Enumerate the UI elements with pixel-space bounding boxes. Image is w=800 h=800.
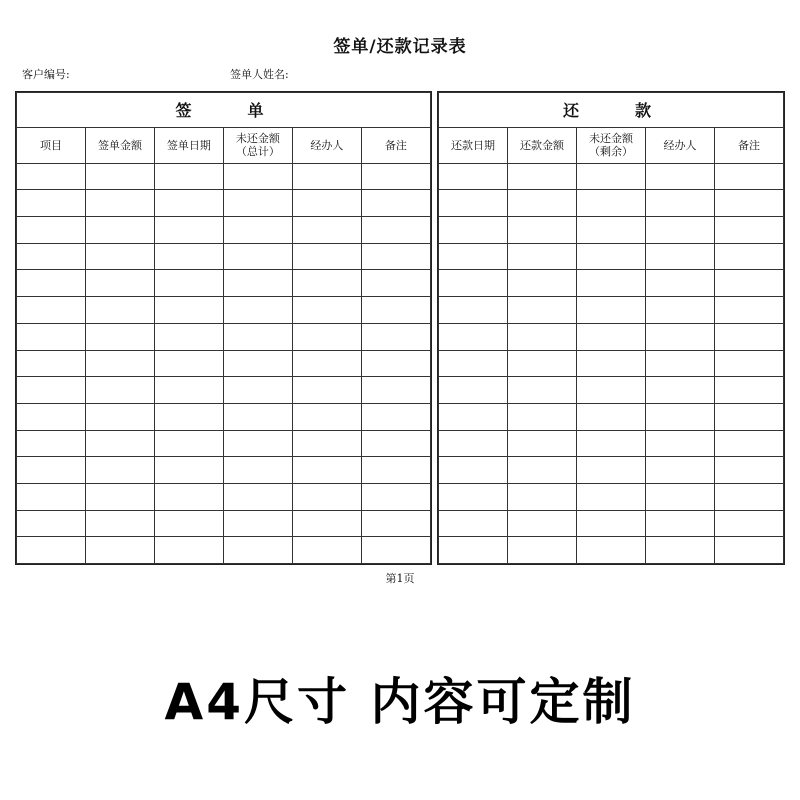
sign-col-date: 签单日期 — [154, 127, 223, 163]
page-number: 第1页 — [385, 572, 415, 585]
repay-cell — [508, 377, 577, 404]
repay-cell — [508, 217, 577, 244]
repay-cell — [439, 270, 508, 297]
sign-cell — [85, 510, 154, 537]
sign-col-amount: 签单金额 — [85, 127, 154, 163]
repay-cell — [508, 190, 577, 217]
repay-cell — [715, 217, 784, 244]
sign-cell — [17, 457, 86, 484]
sign-cell — [223, 217, 292, 244]
sign-cell — [361, 537, 430, 564]
repay-table-row — [439, 270, 784, 297]
sign-table — [16, 92, 431, 564]
sign-cell — [17, 510, 86, 537]
sign-cell — [292, 510, 361, 537]
repay-cell — [439, 243, 508, 270]
sign-cell — [154, 243, 223, 270]
repay-cell — [646, 163, 715, 190]
repay-cell — [646, 350, 715, 377]
sign-table-row — [17, 270, 431, 297]
repay-cell — [646, 403, 715, 430]
sign-table-row — [17, 457, 431, 484]
document-title: 签单/还款记录表 — [333, 37, 467, 57]
sign-cell — [154, 297, 223, 324]
repay-cell — [439, 163, 508, 190]
sign-table-row — [17, 483, 431, 510]
repay-cell — [715, 510, 784, 537]
sign-cell — [154, 483, 223, 510]
sign-cell — [85, 323, 154, 350]
repay-cell — [508, 537, 577, 564]
sign-cell — [292, 323, 361, 350]
sign-cell — [292, 457, 361, 484]
sign-cell — [292, 483, 361, 510]
sign-cell — [223, 430, 292, 457]
repay-cell — [715, 323, 784, 350]
repay-table-container — [437, 91, 785, 565]
repay-cell — [439, 483, 508, 510]
repay-cell — [508, 483, 577, 510]
repay-cell — [439, 457, 508, 484]
sign-cell — [292, 537, 361, 564]
repay-cell — [715, 483, 784, 510]
sign-cell — [17, 377, 86, 404]
repay-cell — [646, 217, 715, 244]
sign-cell — [361, 217, 430, 244]
sign-table-row — [17, 297, 431, 324]
repay-cell — [508, 323, 577, 350]
sign-cell — [17, 270, 86, 297]
sign-cell — [154, 537, 223, 564]
repay-cell — [646, 537, 715, 564]
repay-cell — [577, 510, 646, 537]
sign-cell — [223, 457, 292, 484]
repay-cell — [439, 430, 508, 457]
sign-cell — [361, 323, 430, 350]
sign-cell — [223, 323, 292, 350]
repay-cell — [439, 297, 508, 324]
sign-cell — [17, 163, 86, 190]
repay-cell — [508, 243, 577, 270]
repay-table-row — [439, 430, 784, 457]
repay-cell — [439, 510, 508, 537]
sign-cell — [85, 403, 154, 430]
sign-cell — [361, 243, 430, 270]
repay-cell — [577, 297, 646, 324]
sign-table-container — [15, 91, 432, 565]
sign-cell — [292, 350, 361, 377]
sign-cell — [292, 430, 361, 457]
repay-cell — [646, 430, 715, 457]
sign-cell — [17, 483, 86, 510]
repay-cell — [577, 377, 646, 404]
sign-cell — [85, 350, 154, 377]
sign-cell — [17, 430, 86, 457]
sign-cell — [361, 297, 430, 324]
sign-cell — [17, 323, 86, 350]
sign-cell — [223, 483, 292, 510]
repay-cell — [508, 350, 577, 377]
sign-cell — [17, 243, 86, 270]
sign-cell — [154, 403, 223, 430]
repay-table-row — [439, 323, 784, 350]
repay-cell — [577, 483, 646, 510]
sign-section-title: 签 单 — [17, 93, 431, 128]
repay-cell — [508, 457, 577, 484]
sign-cell — [154, 510, 223, 537]
sign-cell — [361, 430, 430, 457]
sign-cell — [361, 270, 430, 297]
repay-col-amount: 还款金额 — [508, 127, 577, 163]
sign-col-item: 项目 — [17, 127, 86, 163]
sign-table-row — [17, 163, 431, 190]
sign-cell — [85, 270, 154, 297]
sign-cell — [154, 430, 223, 457]
sign-cell — [17, 217, 86, 244]
repay-cell — [577, 190, 646, 217]
sign-table-row — [17, 350, 431, 377]
sign-cell — [85, 163, 154, 190]
repay-cell — [646, 297, 715, 324]
sign-cell — [154, 190, 223, 217]
sign-cell — [17, 537, 86, 564]
sign-cell — [17, 403, 86, 430]
sign-cell — [154, 457, 223, 484]
repay-table-row — [439, 243, 784, 270]
repay-table-row — [439, 297, 784, 324]
repay-cell — [646, 190, 715, 217]
sign-cell — [85, 217, 154, 244]
sign-cell — [154, 323, 223, 350]
sign-cell — [17, 297, 86, 324]
repay-table-row — [439, 483, 784, 510]
repay-table-row — [439, 190, 784, 217]
sign-cell — [361, 163, 430, 190]
repay-col-date: 还款日期 — [439, 127, 508, 163]
sign-cell — [292, 297, 361, 324]
customer-number-label: 客户编号: — [22, 68, 70, 81]
repay-col-handler: 经办人 — [646, 127, 715, 163]
repay-table-row — [439, 403, 784, 430]
sign-cell — [292, 270, 361, 297]
repay-cell — [715, 430, 784, 457]
sign-cell — [292, 243, 361, 270]
repay-cell — [439, 323, 508, 350]
sign-cell — [223, 377, 292, 404]
repay-table-row — [439, 163, 784, 190]
sign-cell — [223, 510, 292, 537]
sign-cell — [154, 377, 223, 404]
sign-cell — [223, 190, 292, 217]
repay-cell — [715, 297, 784, 324]
sign-cell — [292, 217, 361, 244]
sign-cell — [361, 403, 430, 430]
repay-section-title: 还 款 — [439, 93, 784, 128]
sign-cell — [361, 457, 430, 484]
sign-cell — [361, 350, 430, 377]
sign-table-row — [17, 377, 431, 404]
sign-cell — [292, 403, 361, 430]
sign-col-unpaid-total: 未还金额 （总计） — [223, 127, 292, 163]
sign-col-handler: 经办人 — [292, 127, 361, 163]
sign-cell — [361, 483, 430, 510]
sign-cell — [85, 430, 154, 457]
repay-cell — [508, 270, 577, 297]
repay-cell — [646, 377, 715, 404]
repay-cell — [715, 377, 784, 404]
repay-cell — [577, 270, 646, 297]
sign-cell — [292, 190, 361, 217]
sign-cell — [223, 243, 292, 270]
sign-cell — [361, 190, 430, 217]
repay-cell — [577, 350, 646, 377]
sign-cell — [85, 457, 154, 484]
sign-cell — [223, 270, 292, 297]
sign-cell — [85, 190, 154, 217]
repay-cell — [439, 377, 508, 404]
sign-cell — [154, 270, 223, 297]
repay-table-row — [439, 537, 784, 564]
sign-cell — [361, 377, 430, 404]
repay-cell — [508, 163, 577, 190]
sign-cell — [154, 217, 223, 244]
repay-table-row — [439, 457, 784, 484]
repay-col-remarks: 备注 — [715, 127, 784, 163]
sign-cell — [223, 350, 292, 377]
repay-cell — [577, 243, 646, 270]
sign-table-row — [17, 217, 431, 244]
promo-banner: A4尺寸 内容可定制 — [164, 673, 636, 731]
repay-table-row — [439, 510, 784, 537]
sign-cell — [223, 163, 292, 190]
sign-cell — [85, 483, 154, 510]
repay-cell — [646, 483, 715, 510]
sign-cell — [223, 537, 292, 564]
repay-table — [438, 92, 784, 564]
sign-table-row — [17, 430, 431, 457]
sign-cell — [85, 243, 154, 270]
repay-table-row — [439, 377, 784, 404]
repay-cell — [715, 537, 784, 564]
repay-cell — [715, 457, 784, 484]
sign-table-row — [17, 243, 431, 270]
signer-name-label: 签单人姓名: — [230, 68, 289, 81]
repay-cell — [715, 190, 784, 217]
sign-cell — [85, 537, 154, 564]
sign-cell — [223, 403, 292, 430]
repay-cell — [508, 510, 577, 537]
repay-cell — [577, 217, 646, 244]
repay-cell — [439, 217, 508, 244]
sign-table-row — [17, 403, 431, 430]
repay-cell — [715, 350, 784, 377]
sign-cell — [361, 510, 430, 537]
repay-cell — [577, 403, 646, 430]
repay-table-row — [439, 350, 784, 377]
sign-table-row — [17, 323, 431, 350]
repay-cell — [439, 190, 508, 217]
repay-cell — [439, 350, 508, 377]
repay-cell — [439, 403, 508, 430]
repay-cell — [646, 243, 715, 270]
repay-cell — [646, 457, 715, 484]
sign-table-row — [17, 190, 431, 217]
repay-cell — [577, 537, 646, 564]
sign-table-row — [17, 537, 431, 564]
sign-col-remarks: 备注 — [361, 127, 430, 163]
repay-cell — [646, 270, 715, 297]
repay-cell — [577, 163, 646, 190]
sign-cell — [17, 190, 86, 217]
sign-cell — [17, 350, 86, 377]
repay-cell — [577, 323, 646, 350]
repay-cell — [508, 403, 577, 430]
repay-cell — [508, 297, 577, 324]
repay-cell — [577, 430, 646, 457]
repay-cell — [577, 457, 646, 484]
repay-col-unpaid-remaining: 未还金额 （剩余） — [577, 127, 646, 163]
sign-table-row — [17, 510, 431, 537]
sign-cell — [292, 377, 361, 404]
sign-cell — [85, 297, 154, 324]
repay-cell — [646, 323, 715, 350]
sign-cell — [223, 297, 292, 324]
sign-cell — [154, 163, 223, 190]
sign-cell — [85, 377, 154, 404]
repay-table-row — [439, 217, 784, 244]
repay-cell — [646, 510, 715, 537]
repay-cell — [439, 537, 508, 564]
sign-cell — [292, 163, 361, 190]
sign-cell — [154, 350, 223, 377]
repay-cell — [715, 243, 784, 270]
repay-cell — [715, 403, 784, 430]
repay-cell — [715, 163, 784, 190]
repay-cell — [715, 270, 784, 297]
repay-cell — [508, 430, 577, 457]
